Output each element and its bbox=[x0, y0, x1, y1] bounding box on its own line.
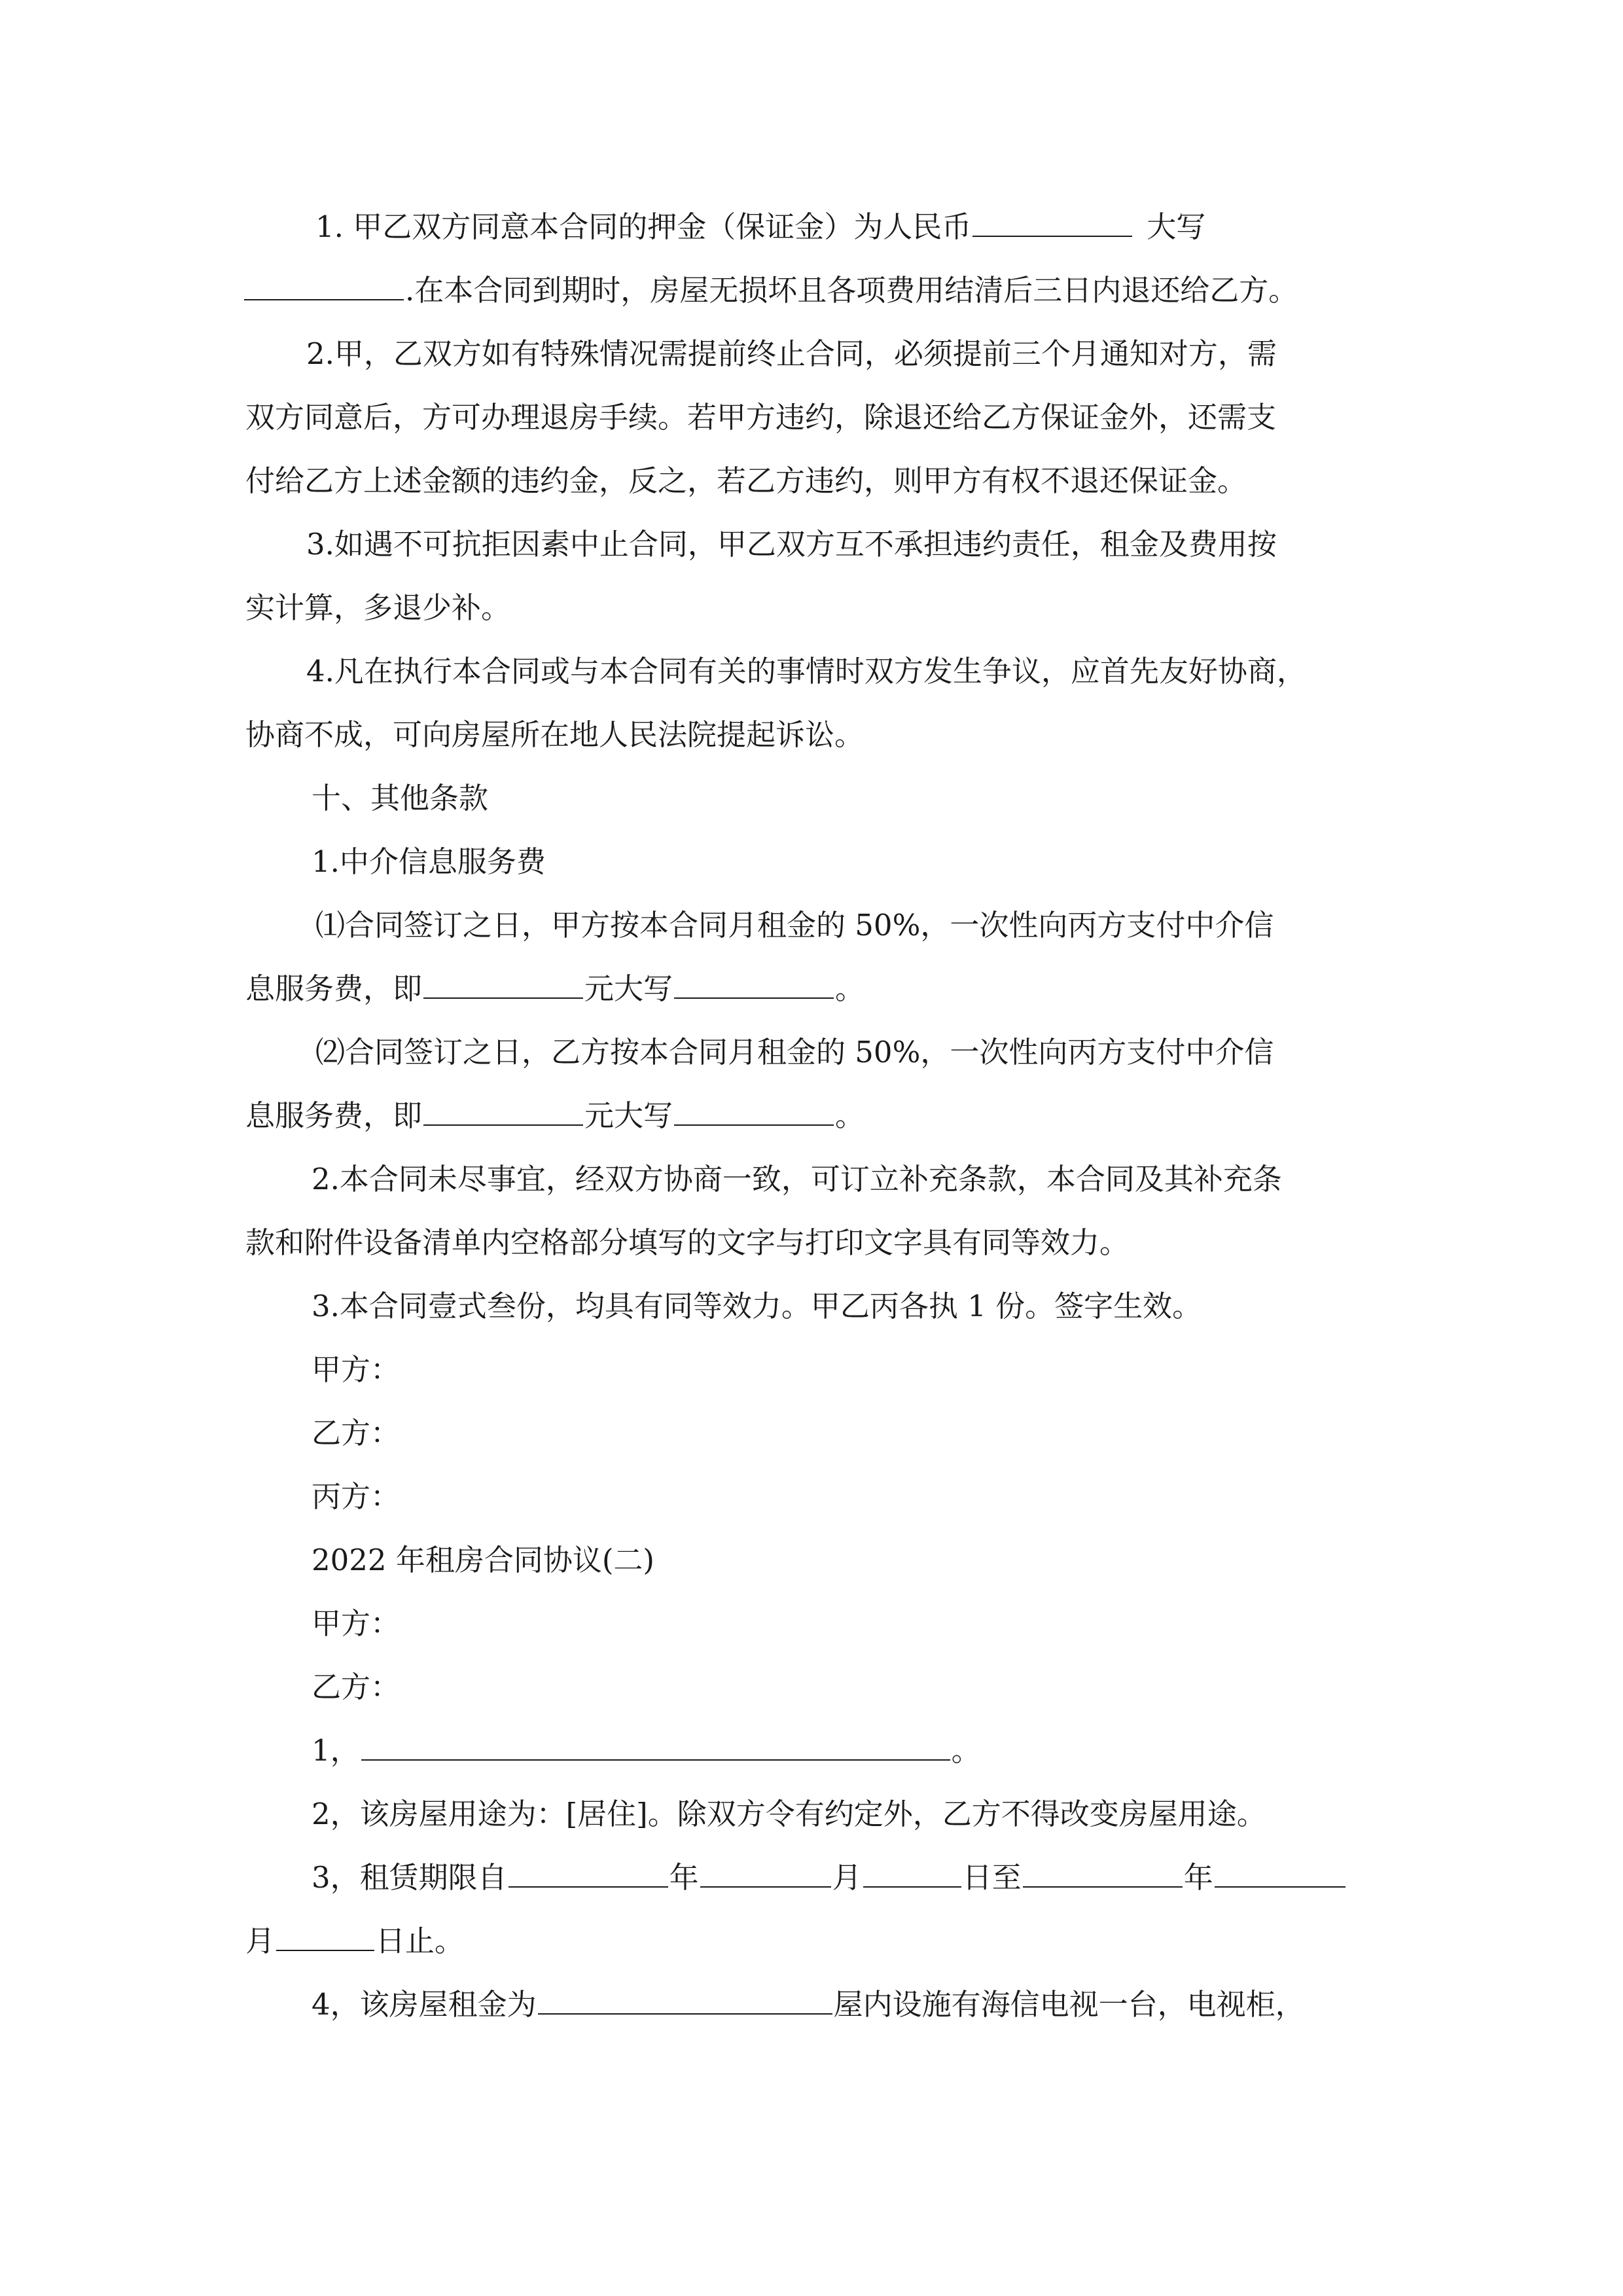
text-line: 2.甲，乙双方如有特殊情况需提前终止合同，必须提前三个月通知对方，需 bbox=[306, 336, 1277, 371]
section-heading: 十、其他条款 bbox=[312, 781, 489, 816]
text-line: 2.本合同未尽事宜，经双方协商一致，可订立补充条款，本合同及其补充条 bbox=[312, 1162, 1282, 1196]
text-line: 协商不成，可向房屋所在地人民法院提起诉讼。 bbox=[245, 717, 865, 752]
text-line bbox=[312, 1858, 1347, 1897]
fill-blank bbox=[1023, 1859, 1183, 1888]
signature-label: 乙方： bbox=[312, 1416, 401, 1450]
text-segment: 年 bbox=[669, 1860, 699, 1895]
text-line: 1.中介信息服务费 bbox=[312, 844, 546, 879]
text-segment: 元大写 bbox=[584, 971, 673, 1006]
text-segment: 屋内设施有海信电视一台，电视柜， bbox=[833, 1987, 1305, 2022]
text-line bbox=[245, 969, 865, 1009]
fill-blank bbox=[538, 1986, 832, 2015]
text-segment: 大写 bbox=[1147, 209, 1206, 244]
text-line bbox=[244, 271, 1298, 310]
fill-blank bbox=[1215, 1859, 1346, 1888]
signature-label: 乙方： bbox=[312, 1670, 401, 1704]
text-line: 实计算，多退少补。 bbox=[245, 590, 511, 625]
text-segment: 。 bbox=[951, 1733, 981, 1768]
text-segment: .在本合同到期时，房屋无损坏且各项费用结清后三日内退还给乙方。 bbox=[405, 273, 1298, 308]
text-line: ⑴合同签订之日，甲方按本合同月租金的 50%，一次性向丙方支付中介信 bbox=[315, 908, 1274, 942]
text-segment: 4，该房屋租金为 bbox=[312, 1987, 537, 2022]
text-segment: 日止。 bbox=[376, 1924, 465, 1958]
text-line bbox=[245, 1922, 464, 1961]
text-line: 2，该房屋用途为：[居住]。除双方令有约定外，乙方不得改变房屋用途。 bbox=[312, 1797, 1266, 1831]
text-line bbox=[315, 207, 1205, 247]
signature-label: 甲方： bbox=[312, 1352, 401, 1387]
text-line: 4.凡在执行本合同或与本合同有关的事情时双方发生争议，应首先友好协商， bbox=[306, 654, 1306, 689]
text-line bbox=[245, 1096, 865, 1136]
text-segment: 。 bbox=[835, 1098, 865, 1133]
text-segment: 1， bbox=[312, 1733, 360, 1768]
fill-blank bbox=[276, 1922, 374, 1951]
fill-blank bbox=[863, 1859, 961, 1888]
fill-blank bbox=[674, 970, 834, 999]
text-segment: 元大写 bbox=[584, 1098, 673, 1133]
fill-blank bbox=[423, 1097, 583, 1126]
text-line bbox=[312, 1731, 981, 1770]
fill-blank bbox=[508, 1859, 668, 1888]
text-segment: 1. 甲乙双方同意本合同的押金（保证金）为人民币 bbox=[315, 209, 972, 244]
text-segment: 月 bbox=[245, 1924, 276, 1958]
text-line: ⑵合同签订之日，乙方按本合同月租金的 50%，一次性向丙方支付中介信 bbox=[315, 1035, 1274, 1069]
text-line: 款和附件设备清单内空格部分填写的文字与打印文字具有同等效力。 bbox=[245, 1225, 1130, 1260]
fill-blank bbox=[361, 1732, 950, 1761]
text-line: 双方同意后，方可办理退房手续。若甲方违约，除退还给乙方保证金外，还需支 bbox=[245, 400, 1277, 435]
text-segment: 3，租赁期限自 bbox=[312, 1860, 507, 1895]
fill-blank bbox=[423, 970, 583, 999]
text-segment: 日至 bbox=[962, 1860, 1022, 1895]
fill-blank bbox=[674, 1097, 834, 1126]
text-line: 付给乙方上述金额的违约金，反之，若乙方违约，则甲方有权不退还保证金。 bbox=[245, 463, 1247, 498]
signature-label: 丙方： bbox=[312, 1479, 401, 1514]
text-line: 3.本合同壹式叁份，均具有同等效力。甲乙丙各执 1 份。签字生效。 bbox=[312, 1289, 1202, 1323]
text-line: 3.如遇不可抗拒因素中止合同，甲乙双方互不承担违约责任，租金及费用按 bbox=[306, 527, 1277, 562]
signature-label: 甲方： bbox=[312, 1606, 401, 1641]
text-line bbox=[312, 1985, 1305, 2024]
text-segment: 月 bbox=[832, 1860, 862, 1895]
document-title: 2022 年租房合同协议(二) bbox=[312, 1543, 654, 1577]
fill-blank bbox=[244, 272, 404, 300]
text-segment: 息服务费，即 bbox=[245, 1098, 423, 1133]
text-segment: 。 bbox=[835, 971, 865, 1006]
text-segment: 息服务费，即 bbox=[245, 971, 423, 1006]
text-segment: 年 bbox=[1183, 1860, 1213, 1895]
fill-blank bbox=[700, 1859, 831, 1888]
fill-blank bbox=[972, 208, 1132, 237]
